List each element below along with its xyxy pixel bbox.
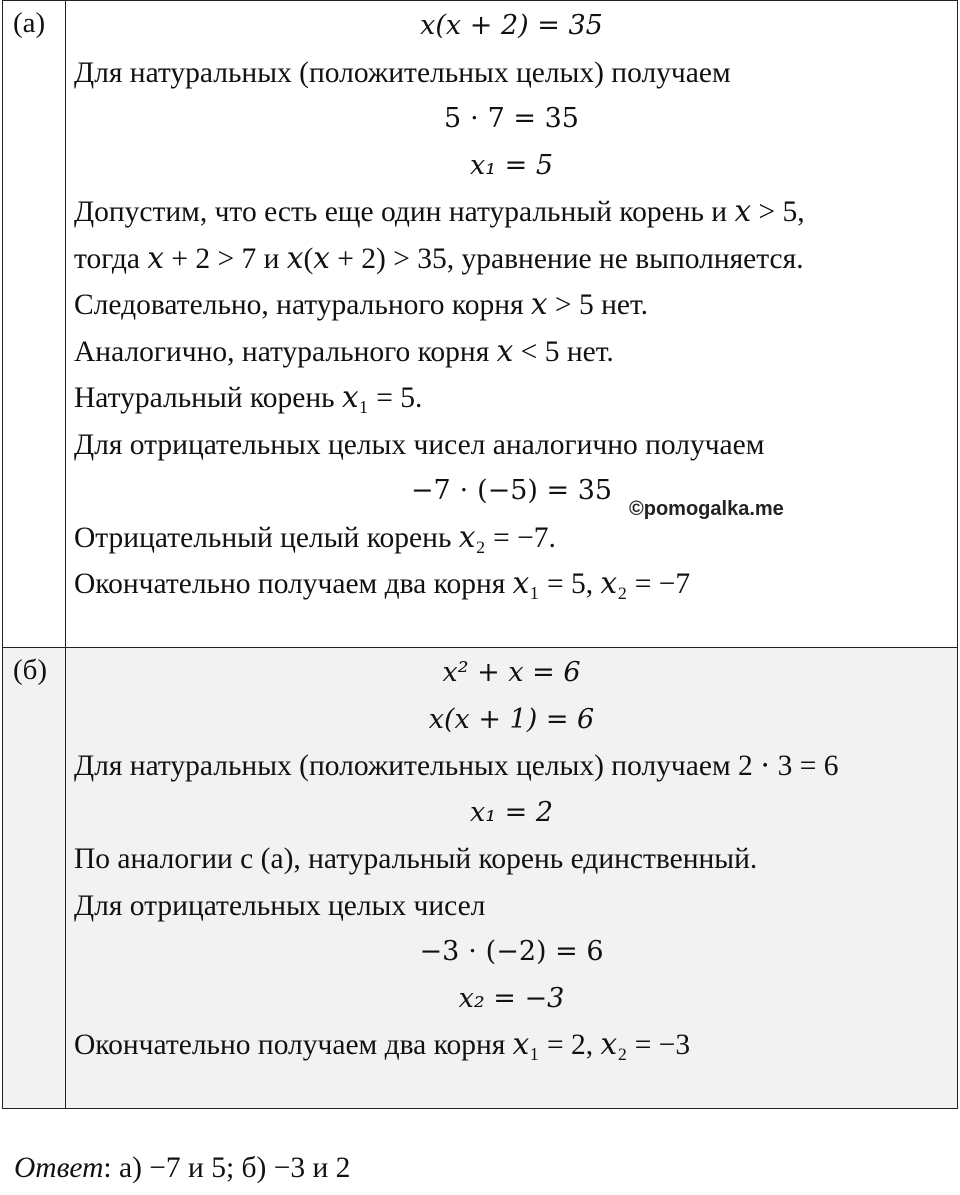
text-line: Для отрицательных целых чисел аналогично получаем — [74, 428, 765, 461]
text-line: Для натуральных (положительных целых) получаем — [74, 56, 731, 89]
equation-line: 𝑥(𝑥 + 1) = 6 — [428, 703, 595, 735]
answer-text: : а) −7 и 5; б) −3 и 2 — [103, 1152, 351, 1184]
solution-table — [2, 0, 958, 1109]
equation-line: 𝑥(𝑥 + 2) = 35 — [420, 10, 603, 41]
part-label-a: (а) — [3, 1, 66, 648]
text-line: Окончательно получаем два корня 𝑥₁ = 2, 𝑥₂ = −3 — [74, 1029, 691, 1061]
answer-line — [14, 1152, 350, 1185]
text-line: По аналогии с (а), натуральный корень единственный. — [74, 843, 758, 875]
text-line: Для натуральных (положительных целых) получаем 2 ⋅ 3 = 6 — [74, 750, 839, 782]
equation-line: 5 ⋅ 7 = 35 — [444, 103, 579, 134]
part-a-content — [66, 1, 958, 648]
equation-line — [74, 468, 949, 520]
text-line: Для отрицательных целых чисел — [74, 889, 486, 922]
text-line: Следовательно, натурального корня 𝑥 > 5 нет. — [74, 289, 648, 321]
equation-line: −3 ⋅ (−2) = 6 — [419, 936, 604, 967]
watermark: ©pomogalka.me — [629, 498, 784, 520]
answer-label: Ответ — [14, 1152, 104, 1184]
solution-row-a — [3, 1, 958, 648]
text-line: тогда 𝑥 + 2 > 7 и 𝑥(𝑥 + 2) > 35, уравнение не выполняется. — [74, 242, 804, 275]
solution-row-b — [3, 648, 958, 1109]
text-line: Отрицательный целый корень 𝑥₂ = −7. — [74, 521, 556, 554]
equation-line: 𝑥₂ = −3 — [458, 982, 565, 1014]
equation-line: 𝑥₁ = 2 — [469, 796, 554, 828]
text-line: Аналогично, натурального корня 𝑥 < 5 нет. — [74, 335, 614, 368]
equation-text: −7 ⋅ (−5) = 35 — [410, 475, 613, 506]
part-b-content — [66, 648, 958, 1109]
equation-line: 𝑥₁ = 5 — [469, 149, 554, 181]
part-label-b: (б) — [3, 648, 66, 1109]
text-line: Допустим, что есть еще один натуральный корень и 𝑥 > 5, — [74, 196, 805, 228]
equation-line: 𝑥² + 𝑥 = 6 — [442, 657, 581, 688]
text-line: Натуральный корень 𝑥₁ = 5. — [74, 382, 423, 414]
text-line: Окончательно получаем два корня 𝑥₁ = 5, 𝑥₂ = −7 — [74, 568, 691, 600]
